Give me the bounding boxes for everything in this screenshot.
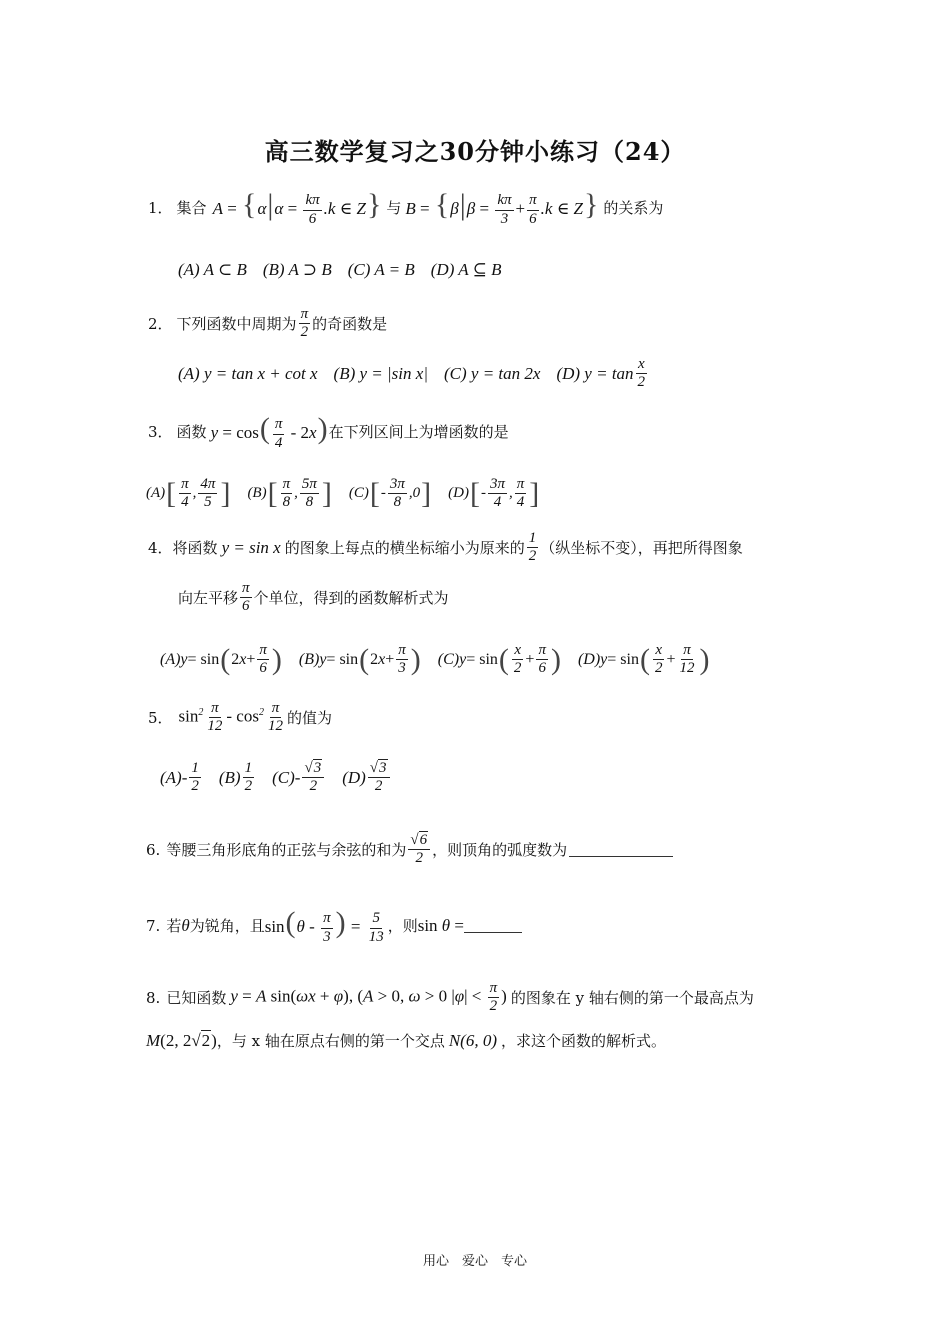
option-a: (A) y = tan x + cot x bbox=[178, 363, 318, 383]
option-d: (D)y = sin ( $\frac{x}{2}$ + $\frac{\pi}{12}$ ) bbox=[577, 642, 710, 677]
question-text: 向左平移 bbox=[178, 589, 239, 608]
question-text: 的奇函数是 bbox=[312, 315, 388, 334]
formula-point-m: M(2, 2√2) bbox=[146, 1030, 217, 1050]
option-b: (B) $\frac{1}{2}$ bbox=[218, 760, 253, 795]
options-q1 bbox=[178, 260, 518, 280]
question-number: 4． bbox=[148, 539, 173, 558]
option-b: (B) y = |sin x| bbox=[333, 363, 428, 383]
formula-function: y = sin x bbox=[221, 537, 281, 557]
question-number: 3． bbox=[148, 423, 173, 442]
answer-blank[interactable] bbox=[569, 842, 673, 857]
option-d: (D) $\frac{√3}{2}$ bbox=[342, 760, 391, 796]
question-number: 6. bbox=[146, 840, 161, 859]
formula-function: y = A sin(ωx + φ), (A > 0, ω > 0 |φ| < $\frac{\pi}{2}$ ) bbox=[230, 980, 507, 1015]
option-c: (C) - $\frac{√3}{2}$ bbox=[272, 760, 326, 796]
question-text: ，求这个函数的解析式。 bbox=[501, 1032, 667, 1050]
options-q2 bbox=[178, 356, 665, 392]
question-text: （纵坐标不变），再把所得图象 bbox=[540, 539, 743, 558]
question-number: 1． bbox=[148, 199, 173, 218]
question-text: ，则 bbox=[387, 917, 418, 936]
question-4 bbox=[148, 530, 743, 566]
question-5 bbox=[148, 700, 332, 736]
page-footer: 用心 爱心 专心 bbox=[422, 1254, 527, 1269]
question-text: 与 bbox=[386, 199, 402, 218]
question-number: 7. bbox=[146, 916, 161, 935]
formula-point-n: N(6, 0) bbox=[448, 1030, 498, 1050]
question-number: 5． bbox=[148, 709, 173, 728]
question-text: 的图象上每点的横坐标缩小为原来的 bbox=[284, 539, 525, 558]
question-4-line-2 bbox=[178, 580, 449, 616]
option-b: (B)y = sin ( 2 x + $\frac{\pi}{3}$ ) bbox=[298, 642, 421, 677]
formula-expression: $\sin^2$ $\frac{\pi}{12}$ - $\cos^2$ $\frac{\pi}{12}$ bbox=[178, 700, 283, 735]
question-text: 下列函数中周期为 bbox=[176, 315, 297, 334]
question-text: 的关系为 bbox=[603, 199, 664, 218]
question-text: 将函数 bbox=[172, 539, 218, 558]
option-d: (D) y = tan $\frac{x}{2}$ bbox=[556, 356, 646, 391]
question-number: 2． bbox=[148, 315, 173, 334]
option-c: (C) [ - $\frac{3\pi}{8}$ ,0 ] bbox=[348, 476, 432, 511]
question-text: 的值为 bbox=[286, 709, 332, 728]
option-d: (D) A ⊆ B bbox=[430, 260, 502, 279]
option-c: (C)y = sin ( $\frac{x}{2}$ + $\frac{\pi}{6}$ ) bbox=[437, 642, 561, 677]
options-q3 bbox=[146, 476, 556, 512]
option-a: (A) [ $\frac{\pi}{4}$ , $\frac{4\pi}{5}$ ] bbox=[146, 476, 231, 511]
question-text: 为锐角，且 bbox=[189, 917, 265, 936]
question-text: 个单位，得到的函数解析式为 bbox=[253, 589, 449, 608]
question-3 bbox=[148, 412, 509, 452]
formula-function: y = cos( $\frac{\pi}{4}$ - 2x) bbox=[210, 412, 328, 451]
formula-theta: θ bbox=[181, 915, 190, 935]
option-b: (B) A ⊃ B bbox=[262, 260, 332, 279]
formula-equation: sin(θ - $\frac{\pi}{3}$ ) = $\frac{5}{13}$ bbox=[264, 906, 384, 945]
question-text: 在下列区间上为增函数的是 bbox=[328, 423, 509, 442]
question-text: 的图象在 y 轴右侧的第一个最高点为 bbox=[510, 989, 754, 1008]
question-text: 函数 bbox=[176, 423, 207, 442]
question-number: 8. bbox=[146, 988, 161, 1007]
option-a: (A)y = sin ( 2 x + $\frac{\pi}{6}$ ) bbox=[160, 642, 282, 677]
question-2 bbox=[148, 306, 387, 342]
option-a: (A) - $\frac{1}{2}$ bbox=[160, 760, 199, 795]
formula-set-a: A = {α|α = $\frac{k\pi}{6}$ .k ∈ Z} bbox=[212, 188, 382, 227]
formula-ratio: $\frac{1}{2}$ bbox=[528, 530, 537, 565]
question-7 bbox=[146, 906, 522, 946]
option-d: (D) [ - $\frac{3\pi}{4}$ , $\frac{\pi}{4}$ ] bbox=[448, 476, 540, 511]
question-8-line-2 bbox=[146, 1030, 666, 1051]
question-8 bbox=[146, 980, 754, 1016]
page-title: 高三数学复习之30分钟小练习（24） bbox=[264, 137, 686, 166]
answer-blank[interactable] bbox=[464, 918, 522, 933]
formula-set-b: B = {β|β = $\frac{k\pi}{3}$ + $\frac{\pi}{6}$ .k ∈ Z} bbox=[405, 188, 599, 227]
options-q5 bbox=[160, 760, 408, 796]
options-q4 bbox=[160, 642, 727, 678]
option-a: (A) A ⊂ B bbox=[178, 260, 247, 279]
question-text: ，与 x 轴在原点右侧的第一个交点 bbox=[216, 1032, 445, 1050]
option-c: (C) y = tan 2x bbox=[444, 363, 541, 383]
formula-period: $\frac{\pi}{2}$ bbox=[300, 306, 309, 341]
question-text: 若 bbox=[166, 917, 182, 936]
formula-shift: $\frac{\pi}{6}$ bbox=[242, 580, 250, 615]
formula-ask: sin θ = bbox=[417, 915, 464, 935]
option-c: (C) A = B bbox=[347, 260, 415, 279]
formula-value: $\frac{√6}{2}$ bbox=[408, 832, 430, 868]
question-text: ，则顶角的弧度数为 bbox=[432, 841, 568, 860]
question-text: 等腰三角形底角的正弦与余弦的和为 bbox=[166, 841, 407, 860]
question-6 bbox=[146, 832, 673, 868]
question-text: 集合 bbox=[176, 199, 207, 218]
question-text: 已知函数 bbox=[166, 989, 227, 1008]
question-1 bbox=[148, 188, 663, 228]
option-b: (B) [ $\frac{\pi}{8}$ , $\frac{5\pi}{8}$ ] bbox=[247, 476, 332, 511]
